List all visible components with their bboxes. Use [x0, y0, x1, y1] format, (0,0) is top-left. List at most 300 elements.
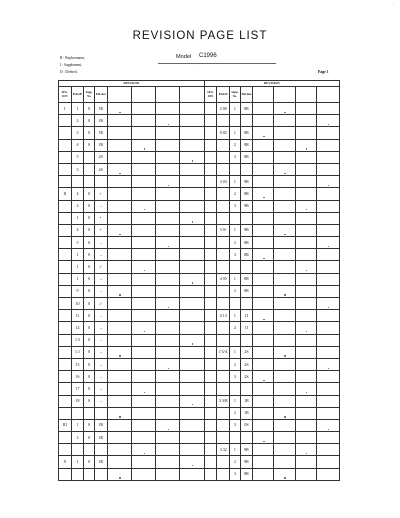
- cell-revision: [253, 151, 274, 163]
- cell-section: [59, 139, 72, 151]
- cell-section: [204, 212, 217, 224]
- cell-revision: [156, 456, 180, 468]
- cell-revision: [131, 273, 155, 285]
- cell-revision: [316, 334, 339, 346]
- cell-page: [217, 200, 230, 212]
- cell-page: 1: [71, 456, 84, 468]
- cell-revision: [295, 432, 316, 444]
- col-rev-left: [180, 87, 204, 103]
- scan-speck: [306, 453, 307, 454]
- table-row: [59, 468, 340, 480]
- table-row: [59, 163, 340, 175]
- cell-revision: [131, 224, 155, 236]
- cell-page: 1: [71, 249, 84, 261]
- cell-page: 2: [71, 200, 84, 212]
- cell-page: [217, 237, 230, 249]
- cell-revision: [156, 322, 180, 334]
- cell-supp: 1: [230, 176, 241, 188]
- cell-revision: [295, 176, 316, 188]
- cell-supp: 2: [230, 139, 241, 151]
- cell-supp: 1: [230, 310, 241, 322]
- scan-speck: [328, 246, 329, 247]
- cell-edition: +: [94, 188, 107, 200]
- cell-revision: [274, 310, 295, 322]
- cell-section: [204, 176, 217, 188]
- cell-edition: 9R: [240, 285, 253, 297]
- scan-speck: [144, 209, 145, 210]
- cell-page: 9: [71, 285, 84, 297]
- cell-revision: [274, 358, 295, 370]
- cell-revision: [131, 419, 155, 431]
- cell-edition: →: [94, 273, 107, 285]
- cell-supp: 0: [84, 249, 95, 261]
- cell-revision: [274, 395, 295, 407]
- cell-section: [59, 371, 72, 383]
- cell-section: [59, 273, 72, 285]
- cell-edition: •: [94, 212, 107, 224]
- cell-section: [204, 310, 217, 322]
- cell-revision: [274, 383, 295, 395]
- table-row: [59, 127, 340, 139]
- cell-supp: 2: [230, 237, 241, 249]
- cell-page: 5: [71, 237, 84, 249]
- cell-section: [59, 200, 72, 212]
- cell-revision: [131, 212, 155, 224]
- cell-edition: 1R: [94, 127, 107, 139]
- cell-edition: 1R: [240, 407, 253, 419]
- scan-speck: [306, 148, 307, 149]
- cell-edition: 9R: [240, 139, 253, 151]
- table-row: [59, 383, 340, 395]
- cell-edition: [94, 444, 107, 456]
- cell-revision: [295, 298, 316, 310]
- model-label: Model: [176, 54, 192, 60]
- cell-page: 2: [71, 115, 84, 127]
- scan-speck: [144, 453, 145, 454]
- scan-speck: [119, 294, 120, 295]
- cell-revision: [316, 151, 339, 163]
- cell-page: 15: [71, 358, 84, 370]
- cell-edition: 1R: [94, 419, 107, 431]
- cell-section: [204, 444, 217, 456]
- cell-revision: [274, 298, 295, 310]
- cell-edition: →: [94, 334, 107, 346]
- cell-revision: [295, 419, 316, 431]
- cell-revision: [295, 407, 316, 419]
- cell-revision: [316, 285, 339, 297]
- table-row: [59, 298, 340, 310]
- table-row: [59, 285, 340, 297]
- cell-supp: 1: [230, 273, 241, 285]
- cell-revision: [107, 395, 131, 407]
- cell-revision: [253, 322, 274, 334]
- cell-revision: [274, 115, 295, 127]
- cell-revision: [156, 212, 180, 224]
- table-row: [59, 261, 340, 273]
- table-row: [59, 419, 340, 431]
- cell-section: [204, 261, 217, 273]
- cell-revision: [253, 163, 274, 175]
- cell-edition: [240, 432, 253, 444]
- cell-section: [204, 432, 217, 444]
- cell-edition: →: [94, 383, 107, 395]
- cell-revision: [107, 249, 131, 261]
- table-row: [59, 444, 340, 456]
- cell-page: 1.5: [71, 334, 84, 346]
- table-row: [59, 273, 340, 285]
- cell-revision: [180, 249, 204, 261]
- cell-revision: [180, 310, 204, 322]
- cell-revision: [274, 432, 295, 444]
- cell-revision: [180, 383, 204, 395]
- cell-supp: 1: [230, 224, 241, 236]
- cell-supp: 3: [230, 200, 241, 212]
- cell-revision: [156, 163, 180, 175]
- cell-section: [204, 407, 217, 419]
- cell-supp: 2: [230, 407, 241, 419]
- cell-edition: →: [94, 285, 107, 297]
- cell-supp: 0: [84, 419, 95, 431]
- cell-supp: 0: [84, 346, 95, 358]
- cell-revision: [316, 468, 339, 480]
- cell-supp: 0: [84, 200, 95, 212]
- revision-group-right: REVISION: [204, 81, 339, 87]
- cell-revision: [253, 383, 274, 395]
- cell-revision: [253, 395, 274, 407]
- scan-speck: [328, 307, 329, 308]
- cell-revision: [180, 432, 204, 444]
- cell-revision: [274, 237, 295, 249]
- col-page-left: PAGE: [71, 87, 84, 103]
- cell-revision: [131, 346, 155, 358]
- cell-supp: 3: [230, 468, 241, 480]
- cell-revision: [180, 468, 204, 480]
- cell-revision: [274, 456, 295, 468]
- cell-revision: [316, 103, 339, 115]
- cell-edition: 1R: [94, 103, 107, 115]
- cell-section: [204, 224, 217, 236]
- cell-page: 11: [71, 310, 84, 322]
- cell-revision: [156, 127, 180, 139]
- scan-speck: [168, 429, 169, 430]
- model-subtext: · ·: [196, 64, 199, 68]
- cell-revision: [156, 285, 180, 297]
- scan-speck: [328, 185, 329, 186]
- cell-supp: 0: [84, 261, 95, 273]
- cell-revision: [131, 407, 155, 419]
- cell-revision: [180, 103, 204, 115]
- cell-edition: 8R: [240, 468, 253, 480]
- cell-revision: [295, 285, 316, 297]
- cell-section: [59, 224, 72, 236]
- cell-revision: [131, 395, 155, 407]
- scan-speck: [119, 234, 120, 235]
- cell-edition: +: [94, 224, 107, 236]
- cell-supp: 0: [84, 139, 95, 151]
- cell-page: [217, 432, 230, 444]
- cell-supp: [230, 163, 241, 175]
- table-row: [59, 212, 340, 224]
- scan-speck: [168, 307, 169, 308]
- cell-revision: [274, 188, 295, 200]
- cell-page: 1: [71, 103, 84, 115]
- cell-revision: [253, 237, 274, 249]
- cell-revision: [180, 200, 204, 212]
- cell-section: [204, 139, 217, 151]
- cell-supp: 0: [84, 298, 95, 310]
- cell-revision: [295, 334, 316, 346]
- cell-page: 1: [71, 212, 84, 224]
- cell-edition: →: [94, 237, 107, 249]
- scan-speck: [119, 112, 120, 113]
- cell-revision: [316, 224, 339, 236]
- scan-speck: [192, 404, 193, 405]
- cell-edition: 2S: [94, 151, 107, 163]
- cell-page: [217, 383, 230, 395]
- table-row: [59, 310, 340, 322]
- cell-section: I: [59, 103, 72, 115]
- table-row: [59, 224, 340, 236]
- cell-revision: [180, 444, 204, 456]
- cell-page: [217, 358, 230, 370]
- cell-edition: →: [94, 346, 107, 358]
- cell-supp: 1: [230, 395, 241, 407]
- cell-revision: [274, 273, 295, 285]
- model-underline: [158, 63, 276, 64]
- cell-revision: [180, 127, 204, 139]
- cell-revision: [274, 419, 295, 431]
- table-row: [59, 334, 340, 346]
- cell-revision: [316, 432, 339, 444]
- cell-revision: [316, 200, 339, 212]
- cell-page: [217, 212, 230, 224]
- cell-revision: [107, 334, 131, 346]
- cell-section: [204, 151, 217, 163]
- scan-speck: [144, 331, 145, 332]
- cell-revision: [180, 176, 204, 188]
- cell-edition: 8R: [240, 188, 253, 200]
- scan-speck: [328, 124, 329, 125]
- scan-speck: [168, 246, 169, 247]
- cell-edition: [240, 163, 253, 175]
- cell-revision: [131, 285, 155, 297]
- cell-edition: 2S: [240, 371, 253, 383]
- cell-revision: [156, 310, 180, 322]
- cell-revision: [316, 261, 339, 273]
- cell-page: [71, 468, 84, 480]
- scan-speck: [263, 380, 264, 381]
- cell-supp: 0: [84, 371, 95, 383]
- cell-revision: [316, 163, 339, 175]
- cell-page: [217, 261, 230, 273]
- cell-page: [217, 334, 230, 346]
- cell-edition: [240, 261, 253, 273]
- table-row: [59, 237, 340, 249]
- scan-speck: [168, 368, 169, 369]
- cell-edition: [240, 298, 253, 310]
- cell-section: [204, 249, 217, 261]
- cell-page: [217, 419, 230, 431]
- table-row: [59, 188, 340, 200]
- cell-section: [59, 237, 72, 249]
- cell-edition: 8R: [240, 249, 253, 261]
- cell-section: [59, 249, 72, 261]
- cell-revision: [131, 310, 155, 322]
- cell-page: J 3/A: [217, 346, 230, 358]
- scan-speck: [168, 124, 169, 125]
- cell-revision: [295, 395, 316, 407]
- cell-revision: [131, 237, 155, 249]
- cell-revision: [180, 188, 204, 200]
- scan-speck: [192, 221, 193, 222]
- cell-page: 0 02: [217, 127, 230, 139]
- cell-revision: [253, 261, 274, 273]
- col-supp-right: Supp. No.: [230, 87, 241, 103]
- cell-supp: 0: [84, 188, 95, 200]
- scan-speck: [284, 112, 285, 113]
- cell-supp: [230, 334, 241, 346]
- cell-section: [204, 237, 217, 249]
- cell-revision: [107, 151, 131, 163]
- cell-revision: [107, 322, 131, 334]
- revision-table: [58, 80, 340, 481]
- col-edition-left: Edi-tion: [94, 87, 107, 103]
- cell-revision: [180, 346, 204, 358]
- table-row: [59, 456, 340, 468]
- cell-revision: [316, 188, 339, 200]
- cell-revision: [316, 383, 339, 395]
- scan-speck: [263, 441, 264, 442]
- table-row: [59, 176, 340, 188]
- cell-section: [59, 432, 72, 444]
- cell-revision: [156, 273, 180, 285]
- cell-revision: [156, 200, 180, 212]
- cell-revision: [253, 456, 274, 468]
- cell-supp: [230, 261, 241, 273]
- scan-speck: [168, 185, 169, 186]
- cell-edition: 9R: [240, 176, 253, 188]
- cell-section: [59, 261, 72, 273]
- cell-revision: [253, 444, 274, 456]
- cell-revision: [253, 358, 274, 370]
- cell-revision: [107, 188, 131, 200]
- cell-revision: [253, 115, 274, 127]
- cell-page: 4: [71, 224, 84, 236]
- cell-revision: [107, 444, 131, 456]
- cell-supp: 1: [230, 346, 241, 358]
- cell-supp: 3: [230, 419, 241, 431]
- col-rev-left: [131, 87, 155, 103]
- cell-edition: 1R: [94, 139, 107, 151]
- cell-supp: 0: [84, 285, 95, 297]
- cell-revision: [253, 139, 274, 151]
- cell-section: [59, 151, 72, 163]
- cell-revision: [274, 176, 295, 188]
- cell-section: [204, 358, 217, 370]
- cell-revision: [156, 334, 180, 346]
- cell-page: [217, 298, 230, 310]
- cell-edition: 1I: [240, 322, 253, 334]
- cell-revision: [274, 261, 295, 273]
- col-rev-right: [274, 87, 295, 103]
- cell-revision: [156, 444, 180, 456]
- cell-page: [217, 285, 230, 297]
- cell-revision: [253, 298, 274, 310]
- cell-section: [204, 383, 217, 395]
- cell-edition: 1I: [240, 310, 253, 322]
- cell-revision: [295, 310, 316, 322]
- cell-revision: [131, 249, 155, 261]
- cell-page: [71, 444, 84, 456]
- cell-supp: 0: [84, 383, 95, 395]
- cell-revision: [274, 334, 295, 346]
- cell-revision: [107, 358, 131, 370]
- cell-revision: [253, 200, 274, 212]
- cell-revision: [295, 358, 316, 370]
- cell-revision: [107, 456, 131, 468]
- cell-page: [217, 188, 230, 200]
- cell-revision: [156, 395, 180, 407]
- cell-revision: [274, 139, 295, 151]
- cell-revision: [107, 176, 131, 188]
- table-row: [59, 371, 340, 383]
- cell-section: [204, 127, 217, 139]
- col-section-left: SEG-ION: [59, 87, 72, 103]
- scan-speck: [306, 392, 307, 393]
- cell-revision: [295, 115, 316, 127]
- cell-edition: →: [94, 395, 107, 407]
- cell-page: [217, 456, 230, 468]
- legend-supplement: I : Supplement,: [60, 63, 83, 67]
- scan-speck: [284, 294, 285, 295]
- cell-page: [217, 468, 230, 480]
- cell-revision: [295, 163, 316, 175]
- cell-section: [59, 395, 72, 407]
- cell-revision: [131, 456, 155, 468]
- cell-section: [204, 298, 217, 310]
- cell-revision: [316, 346, 339, 358]
- cell-supp: [84, 407, 95, 419]
- cell-page: [217, 371, 230, 383]
- cell-revision: [107, 273, 131, 285]
- cell-revision: [253, 468, 274, 480]
- cell-edition: 9R: [240, 237, 253, 249]
- cell-section: [59, 346, 72, 358]
- cell-supp: [84, 176, 95, 188]
- cell-revision: [295, 103, 316, 115]
- cell-edition: 2S: [240, 346, 253, 358]
- cell-revision: [274, 212, 295, 224]
- col-rev-right: [295, 87, 316, 103]
- cell-edition: [240, 334, 253, 346]
- cell-edition: 9R: [240, 456, 253, 468]
- cell-supp: 3: [230, 151, 241, 163]
- cell-edition: 1R: [240, 395, 253, 407]
- scan-speck: [119, 477, 120, 478]
- col-rev-left: [107, 87, 131, 103]
- cell-section: [204, 456, 217, 468]
- cell-edition: →: [94, 249, 107, 261]
- cell-revision: [131, 127, 155, 139]
- cell-edition: 9R: [240, 200, 253, 212]
- cell-page: 1: [71, 273, 84, 285]
- cell-revision: [131, 176, 155, 188]
- cell-section: [59, 444, 72, 456]
- cell-section: [204, 322, 217, 334]
- cell-revision: [156, 261, 180, 273]
- cell-revision: [180, 298, 204, 310]
- scan-speck: [119, 355, 120, 356]
